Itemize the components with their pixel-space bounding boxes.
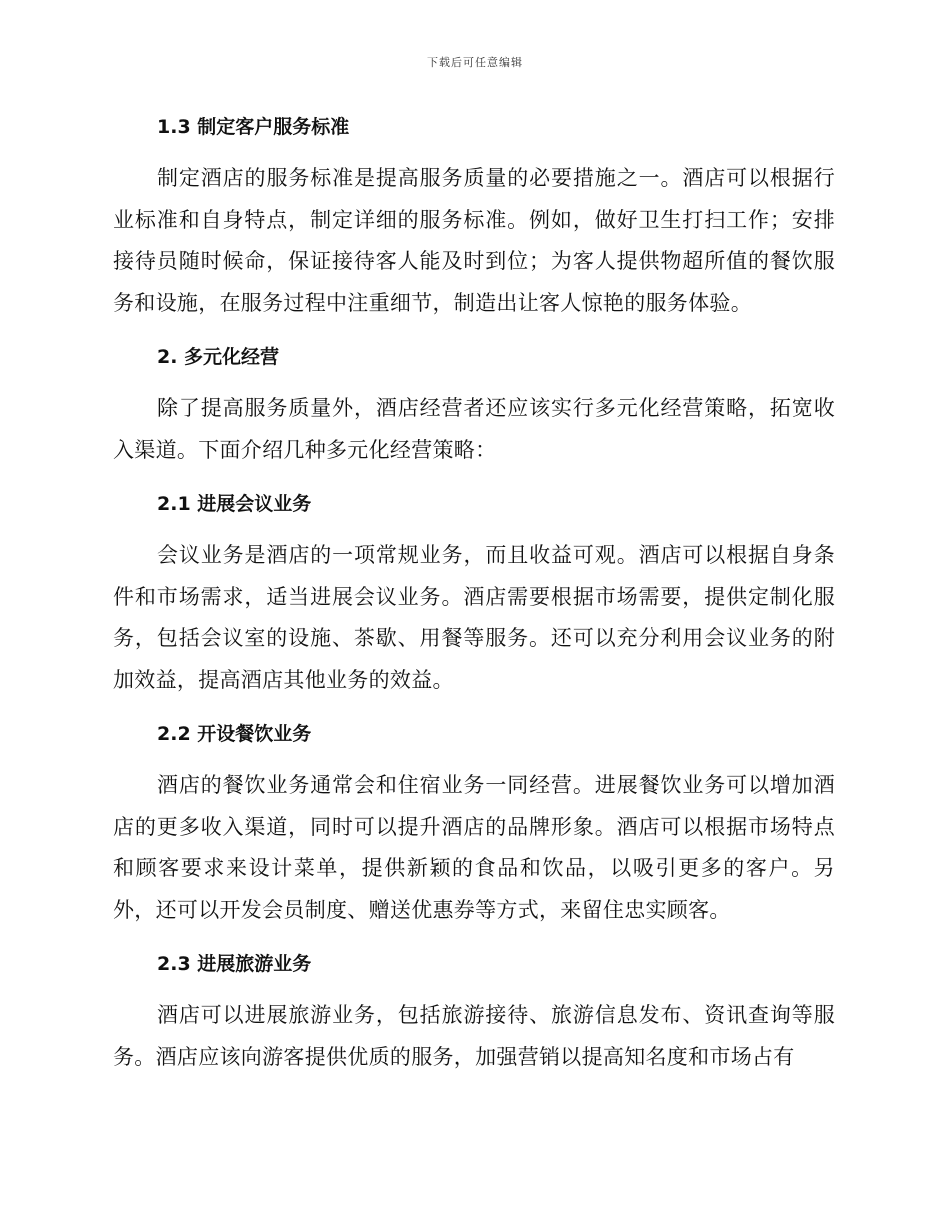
document-body xyxy=(113,104,835,1088)
section-paragraph-2: 除了提高服务质量外，酒店经营者还应该实行多元化经营策略，拓宽收入渠道。下面介绍几种多元化经营策略： xyxy=(113,396,835,462)
section-heading-2-2: 2.2 开设餐饮业务 xyxy=(157,723,312,745)
section-heading-1-3: 1.3 制定客户服务标准 xyxy=(157,116,350,138)
section-paragraph-2-3: 酒店可以进展旅游业务，包括旅游接待、旅游信息发布、资讯查询等服务。酒店应该向游客提供优质的服务，加强营销以提高知名度和市场占有 xyxy=(113,1003,835,1069)
section-paragraph-1-3: 制定酒店的服务标准是提高服务质量的必要措施之一。酒店可以根据行业标准和自身特点，制定详细的服务标准。例如，做好卫生打扫工作；安排接待员随时候命，保证接待客人能及时到位；为客人提供物超所值的餐饮服务和设施，在服务过程中注重细节，制造出让客人惊艳的服务体验。 xyxy=(113,166,835,315)
section-paragraph-2-1: 会议业务是酒店的一项常规业务，而且收益可观。酒店可以根据自身条件和市场需求，适当进展会议业务。酒店需要根据市场需要，提供定制化服务，包括会议室的设施、茶歇、用餐等服务。还可以充分利用会议业务的附加效益，提高酒店其他业务的效益。 xyxy=(113,543,835,692)
section-heading-2-1: 2.1 进展会议业务 xyxy=(157,493,312,515)
section-heading-2: 2. 多元化经营 xyxy=(157,346,280,368)
section-heading-2-3: 2.3 进展旅游业务 xyxy=(157,953,312,975)
header-note: 下载后可任意编辑 xyxy=(427,56,523,69)
section-paragraph-2-2: 酒店的餐饮业务通常会和住宿业务一同经营。进展餐饮业务可以增加酒店的更多收入渠道，同时可以提升酒店的品牌形象。酒店可以根据市场特点和顾客要求来设计菜单，提供新颖的食品和饮品，以吸引更多的客户。另外，还可以开发会员制度、赠送优惠券等方式，来留住忠实顾客。 xyxy=(113,773,835,922)
